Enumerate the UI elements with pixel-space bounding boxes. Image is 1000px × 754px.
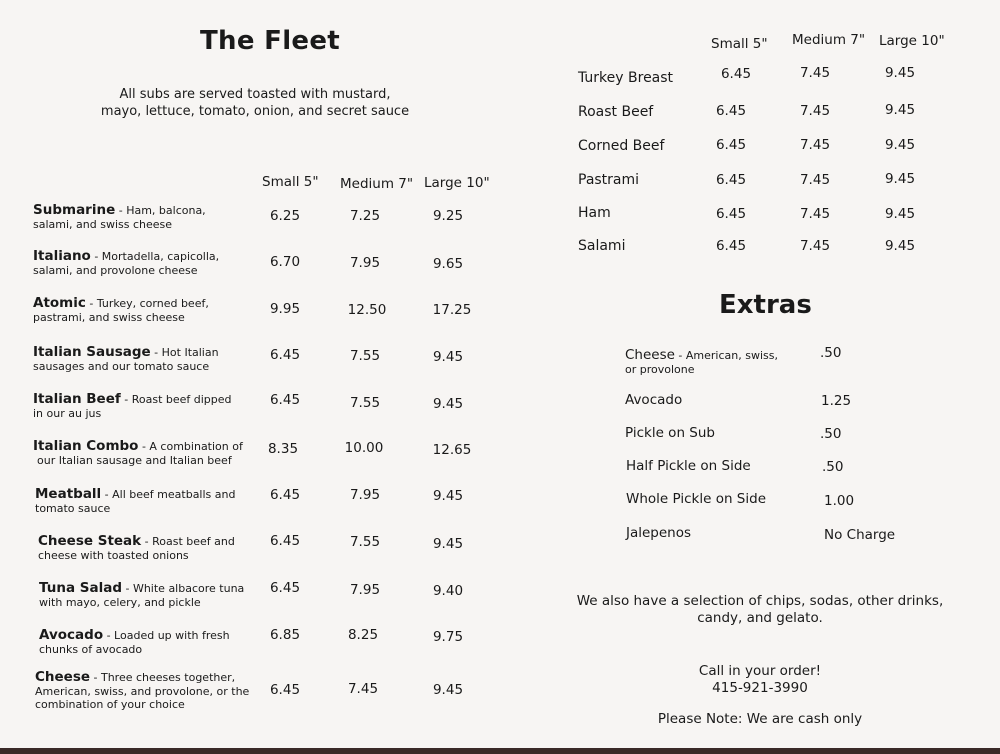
price-large: 17.25: [432, 302, 472, 318]
item-desc-line3: combination of your choice: [35, 698, 185, 711]
price-large: 9.45: [432, 396, 464, 412]
price-medium: 7.95: [349, 487, 381, 503]
list-item-italian-sausage: [33, 341, 219, 373]
item-desc: - Turkey, corned beef,: [85, 297, 209, 310]
item-desc: - A combination of: [138, 440, 243, 453]
price-large: 9.45: [884, 238, 916, 254]
extra-cheese: [625, 344, 778, 376]
extra-pickle-on-sub: Pickle on Sub: [625, 425, 715, 441]
item-desc-line2: cheese with toasted onions: [38, 549, 189, 562]
price-small: 6.45: [269, 580, 301, 596]
price-medium: 7.95: [349, 582, 381, 598]
price-small: 6.45: [269, 392, 301, 408]
item-desc: - White albacore tuna: [122, 582, 245, 595]
price-medium: 7.45: [799, 238, 831, 254]
price-small: 6.70: [269, 254, 301, 270]
price-medium: 7.45: [799, 103, 831, 119]
item-desc-line2: American, swiss, and provolone, or the: [35, 685, 250, 698]
item-name-corned-beef: Corned Beef: [578, 138, 665, 154]
price-large: 9.45: [432, 682, 464, 698]
extra-price: .50: [820, 426, 842, 442]
price-small: 6.45: [715, 172, 747, 188]
list-item-submarine: [33, 199, 206, 231]
item-name: Avocado: [39, 627, 104, 643]
list-item-cheese-steak: [38, 530, 235, 562]
price-medium: 12.50: [347, 302, 387, 318]
also-line-1: We also have a selection of chips, sodas, other drinks,: [576, 593, 944, 609]
left-col-large: Large 10": [424, 175, 490, 191]
call-note: [660, 663, 860, 697]
item-name: Cheese: [35, 669, 91, 685]
item-name: Atomic: [33, 295, 86, 311]
item-desc-line2: our Italian sausage and Italian beef: [37, 454, 232, 467]
price-medium: 7.45: [347, 681, 379, 697]
item-name: Submarine: [33, 202, 116, 218]
item-name: Italiano: [33, 248, 91, 264]
price-medium: 7.45: [799, 206, 831, 222]
price-small: 6.45: [269, 347, 301, 363]
right-col-medium: Medium 7": [792, 32, 866, 48]
right-col-large: Large 10": [879, 33, 945, 49]
item-name-ham: Ham: [578, 205, 611, 221]
item-name-pastrami: Pastrami: [578, 172, 640, 188]
price-large: 9.45: [884, 206, 916, 222]
list-item-avocado: [39, 624, 230, 656]
item-desc-line2: tomato sauce: [35, 502, 111, 515]
item-desc-line2: with mayo, celery, and pickle: [39, 596, 201, 609]
price-medium: 7.55: [349, 395, 381, 411]
item-desc-line2: chunks of avocado: [39, 643, 143, 656]
price-medium: 8.25: [347, 627, 379, 643]
intro-line-1: All subs are served toasted with mustard,: [119, 87, 391, 102]
item-desc: - Three cheeses together,: [90, 671, 236, 684]
extra-price: 1.25: [821, 393, 852, 409]
item-name: Tuna Salad: [39, 580, 122, 596]
item-desc-line2: pastrami, and swiss cheese: [33, 311, 185, 324]
price-large: 9.45: [432, 536, 464, 552]
price-medium: 7.45: [799, 65, 831, 81]
price-large: 9.40: [432, 583, 464, 599]
item-name: Italian Combo: [33, 438, 139, 454]
price-large: 9.65: [432, 256, 464, 272]
item-desc-line2: sausages and our tomato sauce: [33, 360, 210, 373]
price-medium: 7.45: [799, 137, 831, 153]
also-note: [560, 593, 960, 627]
also-line-2: candy, and gelato.: [697, 610, 823, 626]
price-small: 6.45: [715, 206, 747, 222]
item-desc-line2: salami, and provolone cheese: [33, 264, 198, 277]
price-small: 6.25: [269, 208, 301, 224]
price-medium: 7.55: [349, 534, 381, 550]
price-small: 6.45: [269, 487, 301, 503]
item-name: Meatball: [35, 486, 102, 502]
item-name-salami: Salami: [578, 238, 626, 254]
bottom-edge: [0, 748, 1000, 754]
intro-text: [95, 86, 415, 120]
price-medium: 7.55: [349, 348, 381, 364]
price-large: 9.45: [432, 349, 464, 365]
item-name: Italian Beef: [33, 391, 121, 407]
right-col-small: Small 5": [711, 36, 768, 52]
extra-price: .50: [822, 459, 844, 475]
price-medium: 10.00: [344, 440, 384, 456]
extra-price: .50: [820, 345, 842, 361]
price-small: 6.45: [269, 682, 301, 698]
item-desc-line2: in our au jus: [33, 407, 102, 420]
call-line: Call in your order!: [698, 663, 822, 679]
extra-jalepenos: Jalepenos: [626, 525, 692, 541]
list-item-meatball: [35, 483, 235, 515]
item-desc: - Roast beef and: [141, 535, 235, 548]
price-small: 6.45: [715, 238, 747, 254]
menu-title: The Fleet: [200, 26, 340, 56]
price-large: 9.45: [884, 137, 916, 153]
price-large: 9.25: [432, 208, 464, 224]
price-large: 9.45: [884, 102, 916, 118]
list-item-cheese: [35, 666, 249, 711]
price-small: 6.45: [715, 137, 747, 153]
price-large: 12.65: [432, 442, 472, 458]
cash-note: Please Note: We are cash only: [657, 711, 863, 727]
price-large: 9.45: [432, 488, 464, 504]
list-item-tuna-salad: [39, 577, 244, 609]
price-small: 6.45: [715, 103, 747, 119]
price-medium: 7.25: [349, 208, 381, 224]
price-large: 9.45: [884, 65, 916, 81]
item-name-turkey-breast: Turkey Breast: [578, 70, 674, 86]
item-desc: - Ham, balcona,: [115, 204, 206, 217]
price-large: 9.45: [884, 171, 916, 187]
extra-whole-pickle: Whole Pickle on Side: [626, 491, 766, 507]
price-small: 6.85: [269, 627, 301, 643]
left-col-small: Small 5": [262, 174, 319, 190]
list-item-italiano: [33, 245, 219, 277]
price-small: 9.95: [269, 301, 301, 317]
price-medium: 7.95: [349, 255, 381, 271]
list-item-italian-beef: [33, 388, 232, 420]
extra-name: Cheese: [625, 347, 675, 363]
price-small: 6.45: [720, 66, 752, 82]
item-desc: - Roast beef dipped: [120, 393, 232, 406]
item-name: Italian Sausage: [33, 344, 151, 360]
intro-line-2: mayo, lettuce, tomato, onion, and secret sauce: [100, 104, 410, 119]
item-desc: - Loaded up with fresh: [103, 629, 230, 642]
extras-title: Extras: [719, 290, 812, 320]
item-desc: - Mortadella, capicolla,: [90, 250, 220, 263]
extra-price: No Charge: [824, 527, 896, 543]
price-small: 8.35: [267, 441, 299, 457]
item-desc: - Hot Italian: [150, 346, 219, 359]
price-large: 9.75: [432, 629, 464, 645]
item-desc: - All beef meatballs and: [101, 488, 236, 501]
extra-half-pickle: Half Pickle on Side: [626, 458, 751, 474]
extra-desc: - American, swiss,: [674, 349, 778, 362]
extra-price: 1.00: [824, 493, 855, 509]
extra-desc-line2: or provolone: [625, 363, 695, 376]
extra-avocado: Avocado: [625, 392, 683, 408]
left-col-medium: Medium 7": [340, 176, 414, 192]
item-name-roast-beef: Roast Beef: [578, 104, 654, 120]
item-name: Cheese Steak: [38, 533, 142, 549]
price-medium: 7.45: [799, 172, 831, 188]
item-desc-line2: salami, and swiss cheese: [33, 218, 173, 231]
price-small: 6.45: [269, 533, 301, 549]
list-item-atomic: [33, 292, 209, 324]
phone-number: 415-921-3990: [712, 680, 808, 696]
list-item-italian-combo: [33, 435, 243, 467]
